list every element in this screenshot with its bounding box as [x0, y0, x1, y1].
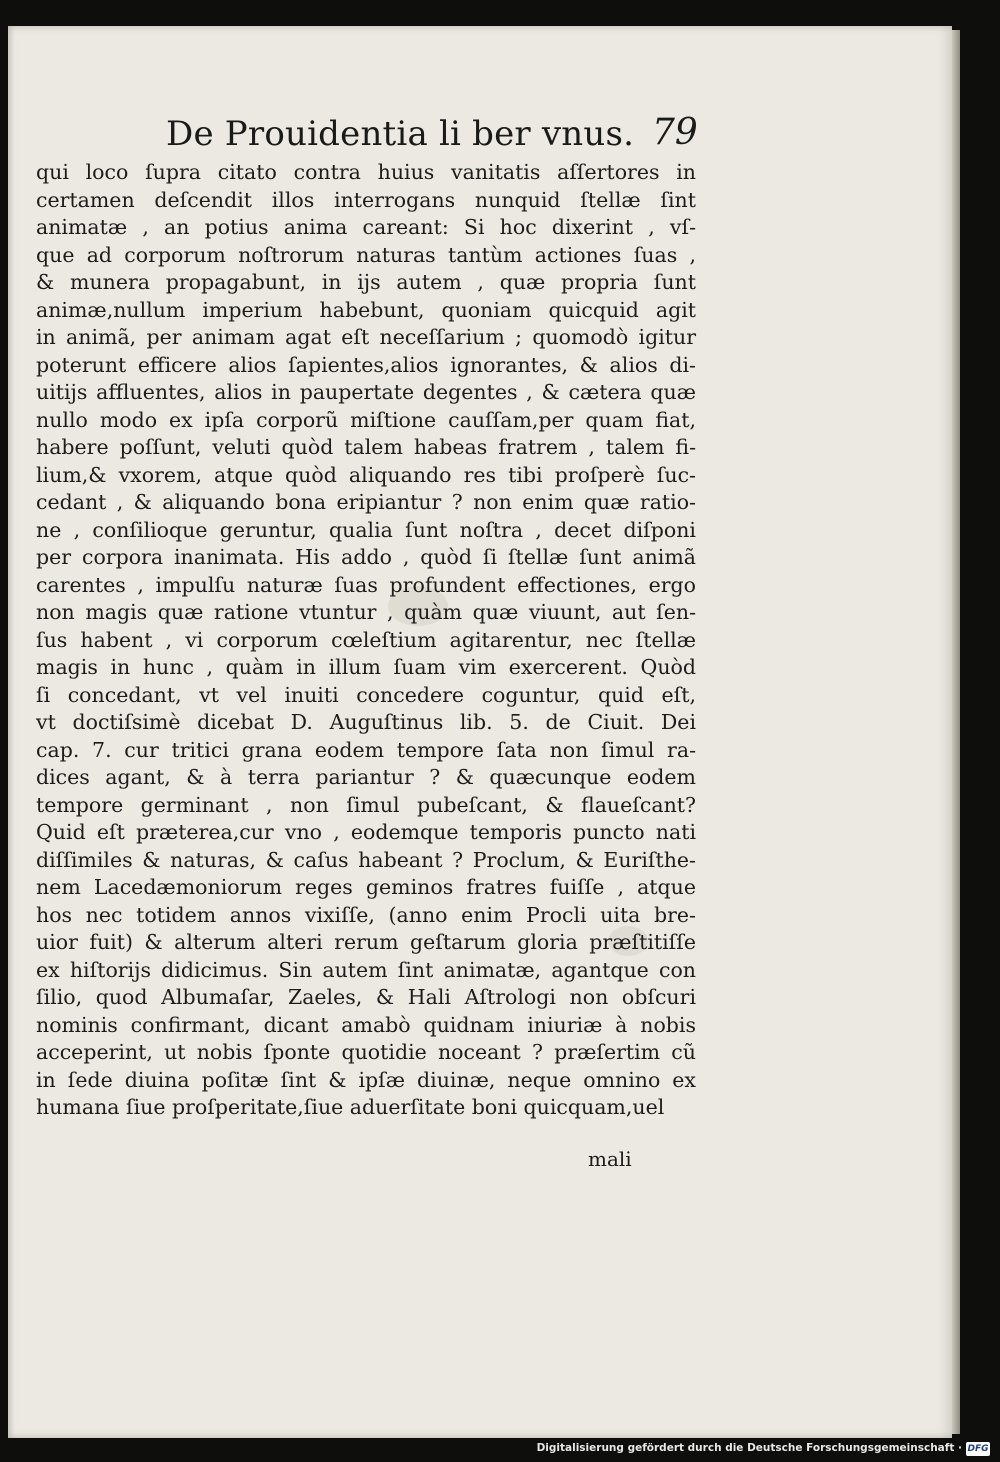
dfg-logo: DFG [967, 1444, 989, 1454]
footer-bar [0, 1438, 1000, 1462]
text-line: habere poſſunt, veluti quòd talem habeas fratrem , talem fi- [36, 435, 696, 459]
text-line: per corpora inanimata. His addo , quòd ſi ſtellæ ſunt animã [36, 545, 696, 569]
text-line: lium,& vxorem, atque quòd aliquando res tibi proſperè ſuc- [36, 462, 696, 487]
text-line: magis in hunc , quàm in illum ſuam vim exercerent. Quòd [36, 655, 696, 679]
text-line: uitijs affluentes, alios in paupertate degentes , & cætera quæ [36, 380, 696, 404]
text-line: humana ſiue proſperitate,ſiue aduerſitate boni quicquam,uel [36, 1095, 665, 1119]
text-line: ne , conſilioque geruntur, qualia ſunt noſtra , decet diſponi [36, 517, 696, 542]
text-line: carentes , impulſu naturæ ſuas profundent effectiones, ergo [36, 572, 696, 597]
text-line: ſi concedant, vt vel inuiti concedere coguntur, quid eſt, [36, 682, 696, 707]
text-line: animatæ , an potius anima careant: Si hoc dixerint , vſ- [36, 215, 696, 239]
text-line: uior fuit) & alterum alteri rerum geſtarum gloria præſtitiſſe [36, 930, 696, 954]
text-line: Quid eſt præterea,cur vno , eodemque temporis puncto nati [36, 820, 696, 844]
running-title: De Prouidentia li ber vnus. [166, 114, 635, 154]
text-line: animæ,nullum imperium habebunt, quoniam quicquid agit [36, 297, 696, 322]
text-line: ex hiſtorijs didicimus. Sin autem ſint animatæ, agantque con [36, 957, 696, 982]
text-line: poterunt efficere alios ſapientes,alios ignorantes, & alios di- [36, 352, 696, 377]
text-line: & munera propagabunt, in ijs autem , quæ propria ſunt [36, 270, 696, 294]
text-line: nullo modo ex ipſa corporũ miſtione cauſſam,per quam fiat, [36, 407, 696, 432]
text-line: certamen deſcendit illos interrogans nunquid ſtellæ ſint [36, 187, 696, 212]
text-line: vt doctiſsimè dicebat D. Auguſtinus lib. 5. de Ciuit. Dei [36, 710, 696, 734]
text-line: in animã, per animam agat eſt neceſſarium ; quomodò igitur [36, 325, 696, 349]
page-number: 79 [652, 112, 698, 153]
text-line: dices agant, & à terra pariantur ? & quæcunque eodem [36, 765, 696, 789]
text-line: cedant , & aliquando bona eripiantur ? non enim quæ ratio- [36, 490, 696, 514]
page-edge [952, 30, 960, 1434]
book-page [8, 26, 952, 1438]
page-header [166, 110, 706, 166]
text-line: qui loco ſupra citato contra huius vanitatis aſſertores in [36, 160, 696, 184]
text-line: cap. 7. cur tritici grana eodem tempore ſata non ſimul ra- [36, 737, 696, 762]
body-text [36, 159, 696, 1122]
text-line: ſilio, quod Albumaſar, Zaeles, & Hali Aſtrologi non obſcuri [36, 985, 696, 1009]
text-line: nominis confirmant, dicant amabò quidnam iniuriæ à nobis [36, 1012, 696, 1037]
funding-credit: Digitalisierung gefördert durch die Deutsche Forschungsgemeinschaft · [536, 1442, 962, 1454]
text-line: que ad corporum noſtrorum naturas tantùm actiones ſuas , [36, 242, 696, 267]
text-line: in ſede diuina poſitæ ſint & ipſæ diuinæ, neque omnino ex [36, 1067, 696, 1092]
text-line: diſſimiles & naturas, & caſus habeant ? Proclum, & Euriſthe- [36, 847, 696, 872]
text-line: tempore germinant , non ſimul pubeſcant, & flaueſcant? [36, 792, 696, 817]
text-line: acceperint, ut nobis ſponte quotidie noceant ? præſertim cũ [36, 1040, 696, 1064]
text-line: non magis quæ ratione vtuntur , quàm quæ viuunt, aut ſen- [36, 600, 696, 624]
text-line: ſus habent , vi corporum cœleſtium agitarentur, nec ſtellæ [36, 627, 696, 652]
text-line: hos nec totidem annos vixiſſe, (anno enim Procli uita bre- [36, 902, 696, 927]
text-line: nem Lacedæmoniorum reges geminos fratres fuiſſe , atque [36, 875, 696, 899]
catchword: mali [588, 1147, 632, 1171]
